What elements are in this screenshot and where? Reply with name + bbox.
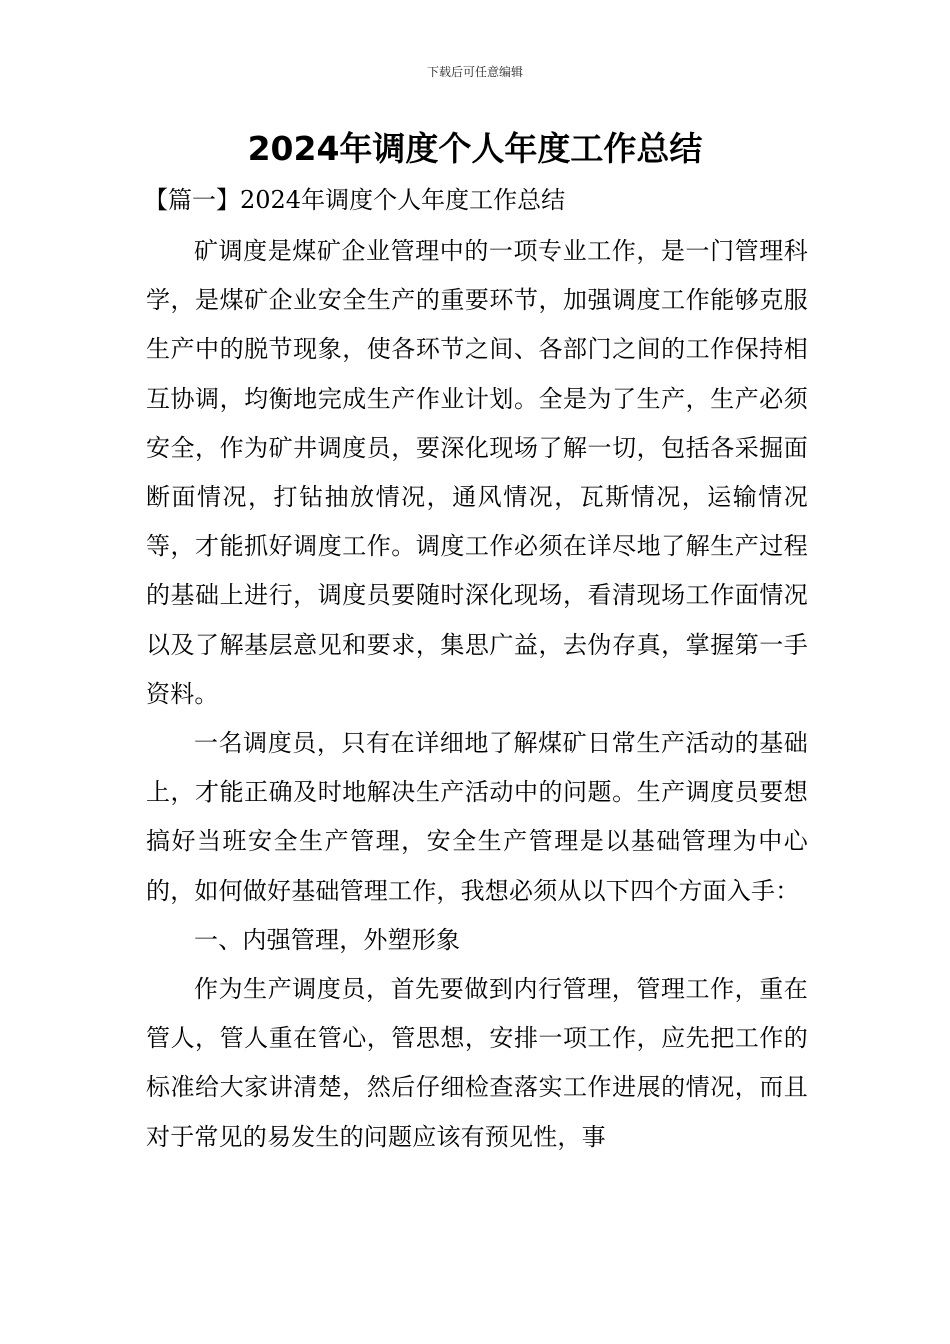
paragraph: 一名调度员，只有在详细地了解煤矿日常生产活动的基础上，才能正确及时地解决生产活动中的问题。生产调度员要想搞好当班安全生产管理，安全生产管理是以基础管理为中心的，如何做好基础管理工作，我想必须从以下四个方面入手：: [146, 729, 808, 905]
paragraph: 矿调度是煤矿企业管理中的一项专业工作，是一门管理科学，是煤矿企业安全生产的重要环节，加强调度工作能够克服生产中的脱节现象，使各环节之间、各部门之间的工作保持相互协调，均衡地完成生产作业计划。全是为了生产，生产必须安全，作为矿井调度员，要深化现场了解一切，包括各采掘面断面情况，打钻抽放情况，通风情况，瓦斯情况，运输情况等，才能抓好调度工作。调度工作必须在详尽地了解生产过程的基础上进行，调度员要随时深化现场，看清现场工作面情况以及了解基层意见和要求，集思广益，去伪存真，掌握第一手资料。: [146, 237, 808, 708]
header-note: 下载后可任意编辑: [426, 65, 523, 79]
paragraph: 一、内强管理，外塑形象: [194, 925, 461, 954]
document-title: 2024年调度个人年度工作总结: [247, 129, 703, 168]
paragraph: 作为生产调度员，首先要做到内行管理，管理工作，重在管人，管人重在管心，管思想，安排一项工作，应先把工作的标准给大家讲清楚，然后仔细检查落实工作进展的情况，而且对于常见的易发生的问题应该有预见性，事: [146, 975, 808, 1151]
section-heading: 【篇一】2024年调度个人年度工作总结: [144, 186, 566, 214]
body-text: [146, 227, 808, 1162]
